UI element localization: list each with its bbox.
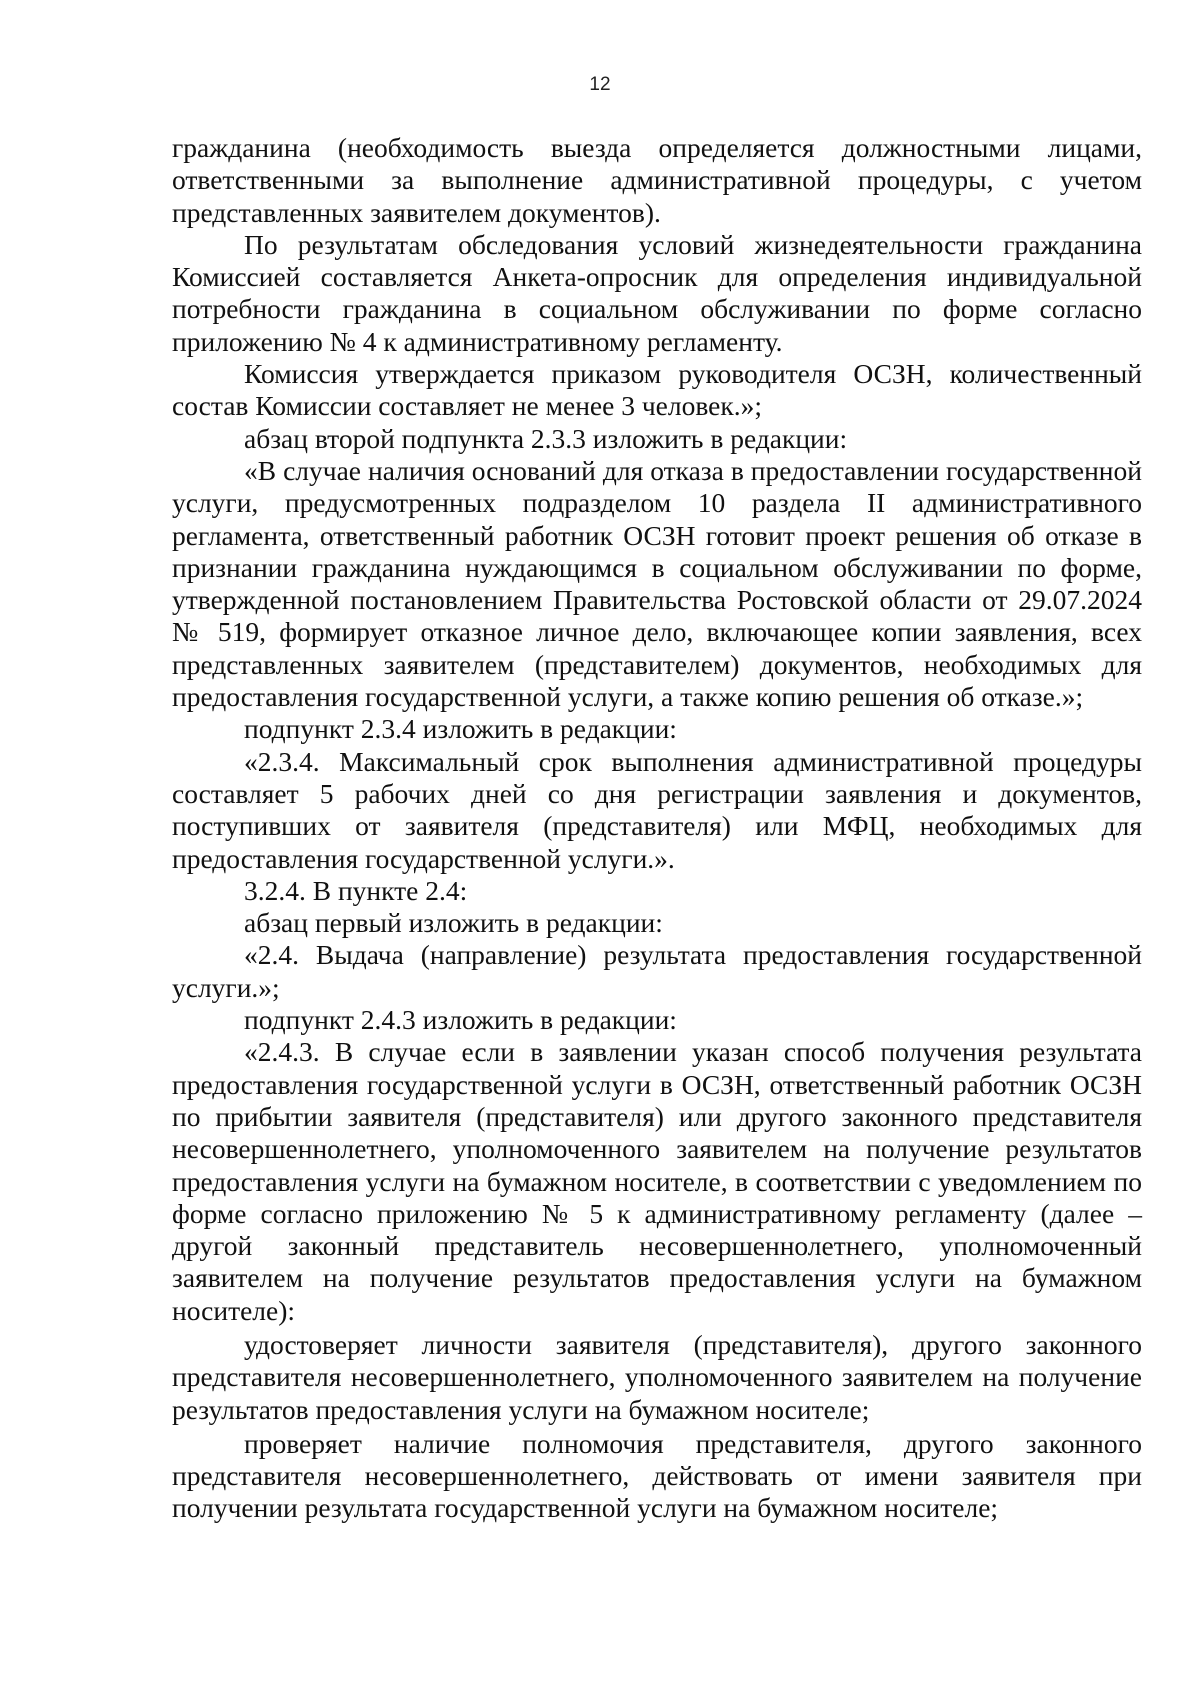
document-body bbox=[172, 132, 1142, 1525]
paragraph-clause-3-2-4: 3.2.4. В пункте 2.4: bbox=[244, 874, 468, 906]
paragraph-amend-2-3-3: абзац второй подпункта 2.3.3 изложить в редакции: bbox=[244, 422, 848, 454]
paragraph-amend-first: абзац первый изложить в редакции: bbox=[244, 907, 663, 939]
paragraph-max-term: «2.3.4. Максимальный срок выполнения административной процедуры составляет 5 рабочих дней со дня регистрации заявления и документов, поступивших от заявителя (представителя) или МФЦ, необходимых для предоставления государственной услуги.». bbox=[172, 745, 1142, 874]
paragraph-amend-2-4-3: подпункт 2.4.3 изложить в редакции: bbox=[244, 1004, 677, 1036]
page-number: 12 bbox=[589, 74, 611, 95]
paragraph-authority-check: проверяет наличие полномочия представителя, другого законного представителя несовершеннолетнего, действовать от имени заявителя при получении результата государственной услуги на бумажном носителе; bbox=[172, 1427, 1142, 1524]
paragraph-survey-results: По результатам обследования условий жизнедеятельности гражданина Комиссией составляется Анкета-опросник для определения индивидуальной потребности гражданина в социальном обслуживании по форме согласно приложению № 4 к административному регламенту. bbox=[172, 228, 1142, 357]
paragraph-refusal-grounds: «В случае наличия оснований для отказа в предоставлении государственной услуги, предусмотренных подразделом 10 раздела II административного регламента, ответственный работник ОСЗН готовит проект решения об отказе в признании гражданина нуждающимся в социальном обслуживании по форме, утвержденной постановлением Правительства Ростовской области от 29.07.2024 № 519, формирует отказное личное дело, включающее копии заявления, всех представленных заявителем (представителем) документов, необходимых для предоставления государственной услуги, а также копию решения об отказе.»; bbox=[172, 454, 1142, 713]
paragraph-identity-check: удостоверяет личности заявителя (представителя), другого законного представителя несовершеннолетнего, уполномоченного заявителем на получение результатов предоставления услуги на бумажном носителе; bbox=[172, 1328, 1142, 1425]
paragraph-amend-2-3-4: подпункт 2.3.4 изложить в редакции: bbox=[244, 713, 677, 745]
paragraph-continuation: гражданина (необходимость выезда определяется должностными лицами, ответственными за выполнение административной процедуры, с учетом представленных заявителем документов). bbox=[172, 132, 1142, 228]
paragraph-commission: Комиссия утверждается приказом руководителя ОСЗН, количественный состав Комиссии составляет не менее 3 человек.»; bbox=[172, 358, 1142, 422]
paragraph-result-receipt: «2.4.3. В случае если в заявлении указан способ получения результата предоставления государственной услуги в ОСЗН, ответственный работник ОСЗН по прибытии заявителя (представителя) или другого законного представителя несовершеннолетнего, уполномоченного заявителем на получение результатов предоставления услуги на бумажном носителе, в соответствии с уведомлением по форме согласно приложению № 5 к административному регламенту (далее – другой законный представитель несовершеннолетнего, уполномоченный заявителем на получение результатов предоставления услуги на бумажном носителе): bbox=[172, 1036, 1142, 1326]
paragraph-issuance: «2.4. Выдача (направление) результата предоставления государственной услуги.»; bbox=[172, 939, 1142, 1003]
